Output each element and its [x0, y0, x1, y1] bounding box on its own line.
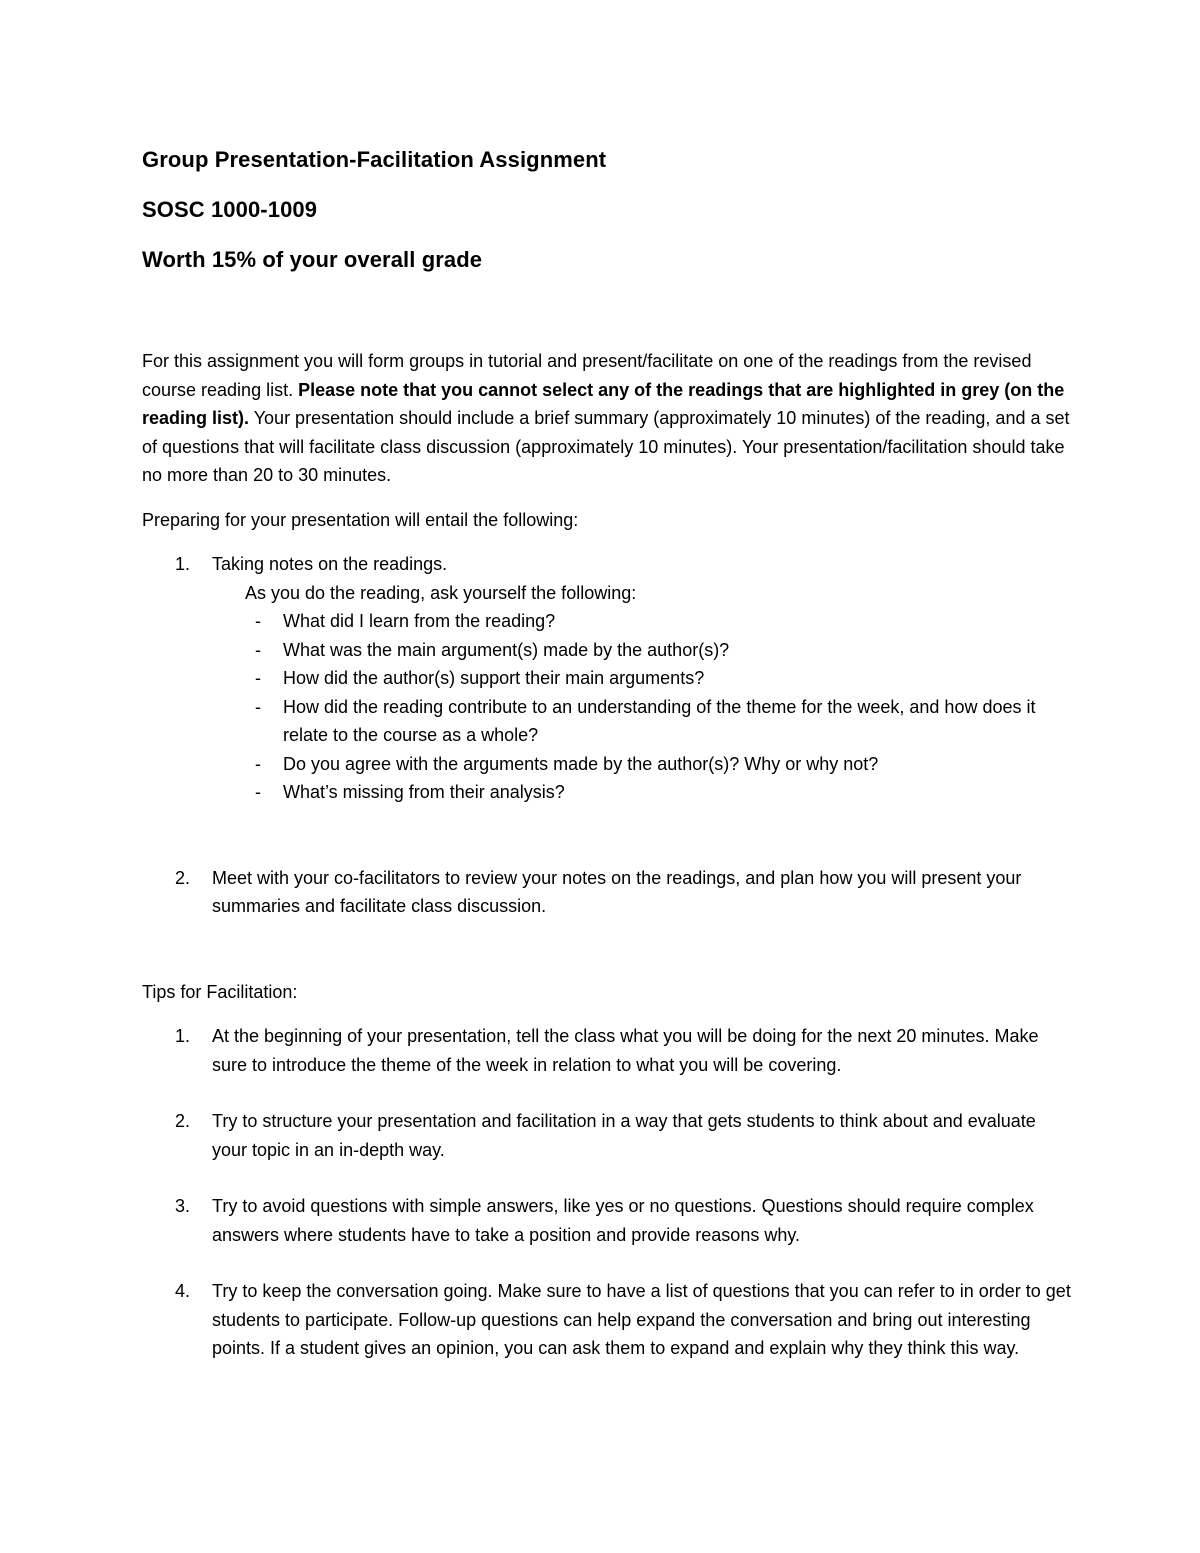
tip-text: Try to structure your presentation and facilitation in a way that gets students to think about and evaluate your topic in an in-depth way.: [212, 1111, 1036, 1160]
tip-text: Try to keep the conversation going. Make sure to have a list of questions that you can refer to in order to get students to participate. Follow-up questions can help expand the conversation and bring out interesting points. If a student gives an opinion, you can ask them to expand and explain why they think this way.: [212, 1281, 1071, 1358]
step-item: [142, 550, 1072, 579]
tips-heading: Tips for Facilitation:: [142, 981, 298, 1002]
dash-bullet: -: [255, 611, 261, 631]
question-item: [142, 778, 1072, 807]
question-item: [142, 607, 1072, 636]
tip-text: Try to avoid questions with simple answers, like yes or no questions. Questions should require complex answers where students have to take a position and provide reasons why.: [212, 1196, 1034, 1245]
dash-bullet: -: [255, 782, 261, 802]
dash-bullet: -: [255, 696, 261, 717]
list-number: 2.: [175, 867, 191, 888]
list-number: 3.: [175, 1196, 191, 1216]
grade-weight: Worth 15% of your overall grade: [142, 247, 483, 272]
tip-text: At the beginning of your presentation, tell the class what you will be doing for the next 20 minutes. Make sure to introduce the theme of the week in relation to what you will be covering.: [212, 1026, 1039, 1075]
question-text: What’s missing from their analysis?: [283, 782, 565, 802]
question-text: How did the author(s) support their main arguments?: [283, 668, 705, 688]
reading-questions: [142, 607, 1072, 807]
question-item: [142, 750, 1072, 779]
step-item: [142, 864, 1072, 921]
intro-paragraph: [142, 347, 1072, 490]
list-number: 4.: [175, 1281, 191, 1301]
question-item: [142, 664, 1072, 693]
dash-bullet: -: [255, 639, 261, 660]
tip-item: [142, 1277, 1072, 1363]
preparation-steps: [142, 550, 1072, 579]
question-text: How did the reading contribute to an understanding of the theme for the week, and how does it relate to the course as a whole?: [283, 696, 1036, 745]
dash-bullet: -: [255, 753, 261, 774]
question-item: [142, 693, 1072, 750]
intro-text-start: For this assignment you will form groups in tutorial and present/facilitate on one of the readings from the revised course reading list.: [142, 351, 1032, 400]
intro-bold-note: Please note that you cannot select any of the readings that are highlighted in grey (on the reading list).: [142, 379, 1065, 428]
dash-bullet: -: [255, 668, 261, 688]
tip-item: [142, 1022, 1072, 1079]
list-number: 2.: [175, 1111, 191, 1131]
course-code: SOSC 1000-1009: [142, 197, 318, 222]
tip-item: [142, 1107, 1072, 1164]
preparation-steps-continued: [142, 864, 1072, 921]
list-number: 1.: [175, 1026, 191, 1046]
question-text: Do you agree with the arguments made by the author(s)? Why or why not?: [283, 753, 879, 774]
question-item: [142, 636, 1072, 665]
question-text: What was the main argument(s) made by the author(s)?: [283, 639, 730, 660]
step-sub-intro: As you do the reading, ask yourself the following:: [245, 582, 637, 603]
step-text: Taking notes on the readings.: [212, 554, 448, 574]
tip-item: [142, 1192, 1072, 1249]
document-content: [142, 141, 1072, 1391]
intro-text-end: Your presentation should include a brief summary (approximately 10 minutes) of the reading, and a set of questions that will facilitate class discussion (approximately 10 minutes). Your presentation/facilitation should take no more than 20 to 30 minutes.: [142, 408, 1070, 485]
facilitation-tips: [142, 1022, 1072, 1363]
list-number: 1.: [175, 554, 191, 574]
step-text: Meet with your co-facilitators to review your notes on the readings, and plan how you will present your summaries and facilitate class discussion.: [212, 867, 1022, 916]
question-text: What did I learn from the reading?: [283, 611, 556, 631]
preparing-heading: Preparing for your presentation will entail the following:: [142, 509, 579, 530]
document-title: Group Presentation-Facilitation Assignment: [142, 147, 607, 172]
